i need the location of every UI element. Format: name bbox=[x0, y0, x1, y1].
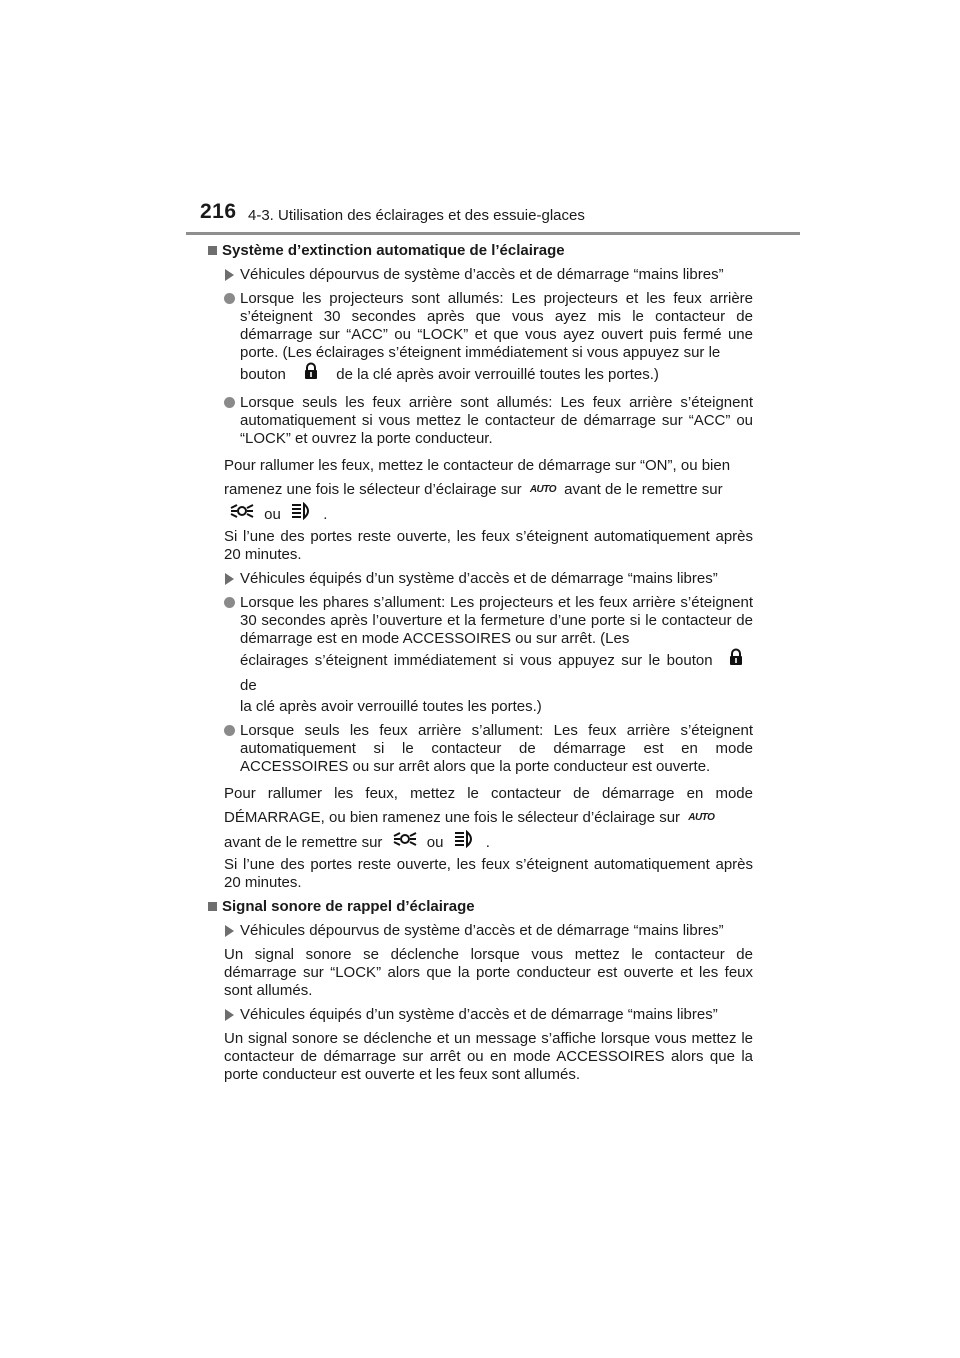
relight-line-1: Pour rallumer les feux, mettez le contacteur de démarrage sur “ON”, ou bien bbox=[224, 457, 731, 474]
page-header bbox=[0, 0, 960, 240]
relight-line-3 bbox=[224, 830, 753, 856]
vehicle-condition-label: Véhicules dépourvus de système d’accès et de démarrage “mains libres” bbox=[240, 922, 724, 940]
relight-line-2 bbox=[224, 478, 753, 502]
relight-line-2 bbox=[224, 806, 753, 830]
bullet-text: Lorsque les projecteurs sont allumés: Les projecteurs et les feux arrière s’éteignent 30 secondes après que vous ayez mis le contacteur de démarrage sur “ACC” ou “LOCK” et que vous ayez ouvert puis fermé une porte. (Les éclairages s’éteignent immédiatement si vous appuyez sur le bbox=[240, 290, 753, 361]
triangle-bullet-icon bbox=[225, 1009, 234, 1021]
bullet-text-a: éclairages s’éteignent immédiatement si vous appuyez sur le bouton bbox=[240, 652, 713, 669]
bullet-text: Lorsque les phares s’allument: Les projecteurs et les feux arrière s’éteignent 30 secondes après l’ouverture et la fermeture d’une porte si le contacteur de démarrage est en mode ACCESSOIRES ou sur arrêt. (Les bbox=[240, 594, 753, 648]
vehicle-condition-label: Véhicules équipés d’un système d’accès et de démarrage “mains libres” bbox=[240, 570, 718, 588]
bullet-text-b: de la clé après avoir verrouillé toutes les portes.) bbox=[336, 365, 659, 383]
square-bullet-icon bbox=[208, 902, 217, 911]
section-title-text: Signal sonore de rappel d’éclairage bbox=[222, 898, 475, 916]
relight-instructions bbox=[208, 782, 753, 892]
relight-line-3 bbox=[224, 502, 753, 528]
auto-icon: AUTO bbox=[688, 812, 715, 824]
relight-or: ou bbox=[426, 834, 444, 852]
bullet-text-b: de bbox=[240, 677, 257, 695]
circle-bullet-icon bbox=[224, 725, 235, 736]
bullet-headlights-on bbox=[208, 594, 753, 716]
vehicle-condition-label: Véhicules dépourvus de système d’accès et de démarrage “mains libres” bbox=[240, 266, 724, 283]
relight-end: . bbox=[323, 506, 328, 523]
bullet-tail-lights-on bbox=[208, 394, 753, 448]
headlight-icon bbox=[289, 502, 315, 528]
circle-bullet-icon bbox=[224, 397, 235, 408]
lock-icon bbox=[723, 648, 749, 674]
chapter-title: 4-3. Utilisation des éclairages et des essuie-glaces bbox=[248, 207, 585, 224]
bullet-text: Lorsque seuls les feux arrière s’allument: Les feux arrière s’éteignent automatiquement si le contacteur de démarrage est en mode ACCESSOIRES ou sur arrêt alors que la porte conducteur est ouverte. bbox=[240, 722, 753, 776]
lock-icon bbox=[294, 362, 328, 388]
relight-line-1: Pour rallumer les feux, mettez le contacteur de démarrage en mode bbox=[224, 785, 753, 803]
relight-end: . bbox=[485, 834, 490, 852]
section-title-text: Système d’extinction automatique de l’éclairage bbox=[222, 242, 565, 259]
bullet-text-a: bouton bbox=[240, 365, 286, 383]
relight-text-a: avant de le remettre sur bbox=[224, 834, 383, 852]
relight-instructions bbox=[208, 454, 753, 564]
page-content bbox=[208, 242, 753, 1090]
bullet-headlights-on bbox=[208, 290, 753, 388]
headlight-icon bbox=[452, 830, 478, 856]
bullet-line-with-lock bbox=[240, 648, 753, 698]
relight-text-a: ramenez une fois le sélecteur d’éclairage sur bbox=[224, 481, 522, 498]
triangle-bullet-icon bbox=[225, 925, 234, 937]
bullet-text: Lorsque seuls les feux arrière sont allumés: Les feux arrière s’éteignent automatiquement si vous mettez le contacteur de démarrage sur “ACC” ou “LOCK” et ouvrez la porte conducteur. bbox=[240, 394, 753, 447]
vehicle-condition-without-smart-key bbox=[208, 922, 753, 940]
section-title-reminder-buzzer bbox=[208, 898, 753, 916]
header-divider bbox=[186, 232, 800, 235]
bullet-text-end: la clé après avoir verrouillé toutes les portes.) bbox=[240, 698, 542, 716]
bullet-line-with-lock bbox=[240, 362, 753, 388]
relight-text-b: avant de le remettre sur bbox=[564, 481, 723, 498]
open-door-note: Si l’une des portes reste ouverte, les feux s’éteignent automatiquement après 20 minutes. bbox=[224, 856, 753, 892]
buzzer-description: Un signal sonore se déclenche et un message s’affiche lorsque vous mettez le contacteur de démarrage sur arrêt ou en mode ACCESSOIRES alors que la porte conducteur est ouverte et les feux sont allumés. bbox=[224, 1030, 753, 1084]
vehicle-condition-with-smart-key bbox=[208, 1006, 753, 1024]
vehicle-condition-without-smart-key bbox=[208, 266, 753, 284]
vehicle-condition-with-smart-key bbox=[208, 570, 753, 588]
vehicle-condition-label: Véhicules équipés d’un système d’accès et de démarrage “mains libres” bbox=[240, 1006, 718, 1024]
tail-light-icon bbox=[228, 502, 256, 528]
buzzer-description: Un signal sonore se déclenche lorsque vous mettez le contacteur de démarrage sur “LOCK” alors que la porte conducteur est ouverte et les feux sont allumés. bbox=[224, 946, 753, 1000]
square-bullet-icon bbox=[208, 246, 217, 255]
relight-or: ou bbox=[264, 506, 281, 523]
circle-bullet-icon bbox=[224, 293, 235, 304]
page-number: 216 bbox=[200, 200, 237, 223]
circle-bullet-icon bbox=[224, 597, 235, 608]
relight-text: DÉMARRAGE, ou bien ramenez une fois le sélecteur d’éclairage sur bbox=[224, 809, 681, 827]
triangle-bullet-icon bbox=[225, 269, 234, 281]
bullet-tail-lights-on bbox=[208, 722, 753, 776]
open-door-note: Si l’une des portes reste ouverte, les feux s’éteignent automatiquement après 20 minutes. bbox=[224, 528, 753, 564]
tail-light-icon bbox=[391, 830, 419, 856]
auto-icon: AUTO bbox=[529, 484, 556, 496]
triangle-bullet-icon bbox=[225, 573, 234, 585]
section-title-auto-off bbox=[208, 242, 753, 260]
